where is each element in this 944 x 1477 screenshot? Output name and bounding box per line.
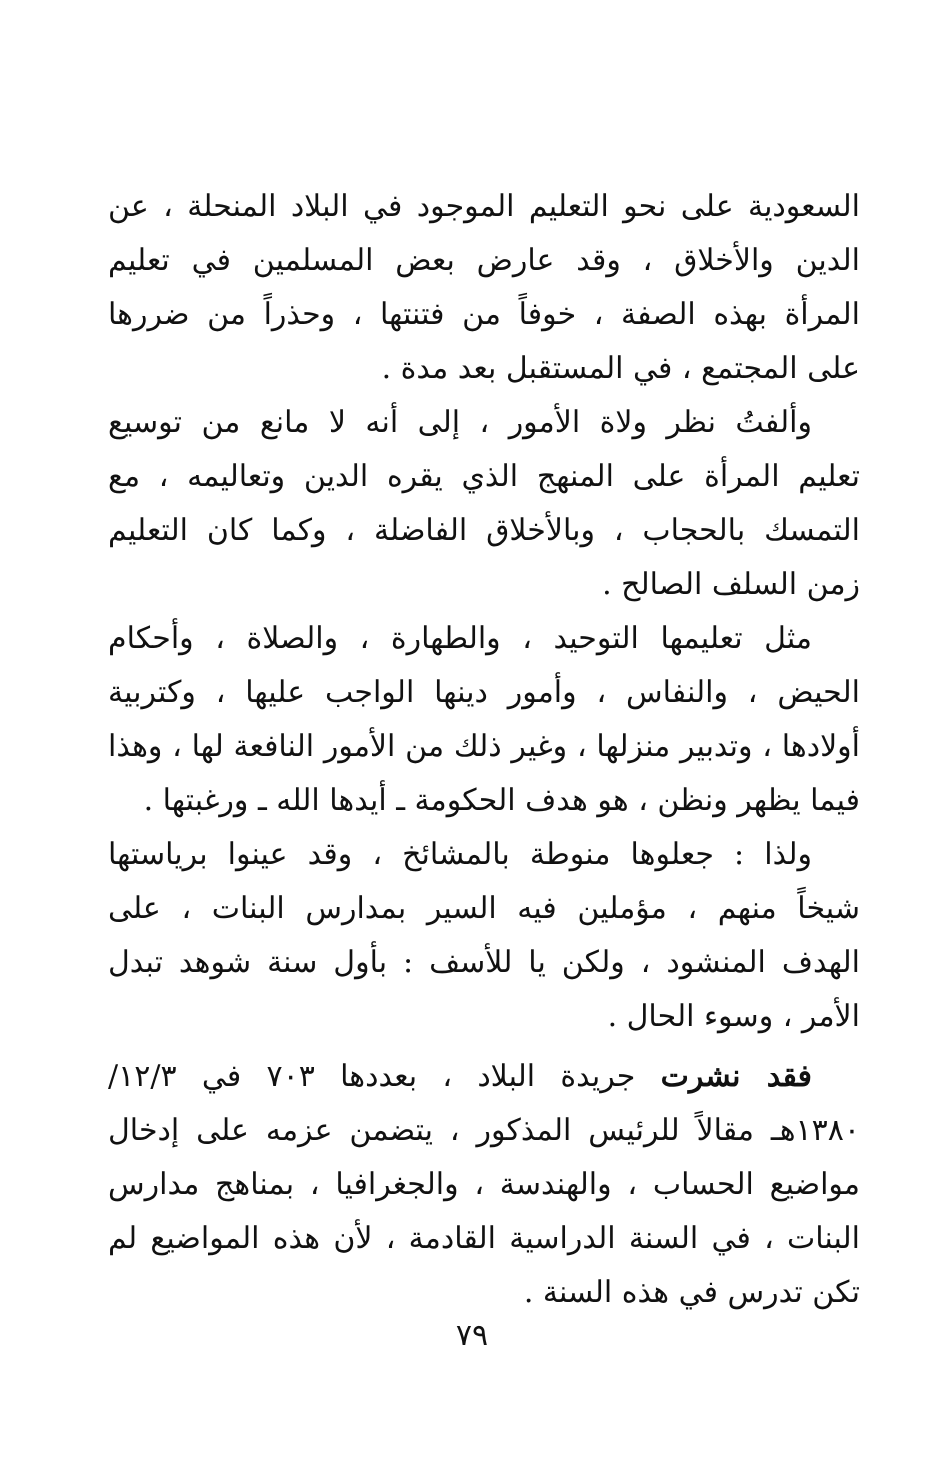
text-line: مثل تعليمها التوحيد ، والطهارة ، والصلاة ، وأحكام	[108, 621, 812, 656]
text-line: تعليم المرأة على المنهج الذي يقره الدين وتعاليمه ، مع	[108, 459, 860, 494]
text-line	[108, 1050, 860, 1104]
page-number: ٧٩	[455, 1318, 489, 1353]
text-line: على المجتمع ، في المستقبل بعد مدة .	[381, 351, 860, 386]
paragraph-1	[108, 180, 860, 396]
text-line: شيخاً منهم ، مؤملين فيه السير بمدارس البنات ، على	[108, 891, 860, 926]
text-line: ١٣٨٠هـ مقالاً للرئيس المذكور ، يتضمن عزمه على إدخال	[108, 1113, 860, 1148]
paragraph-5	[108, 1050, 860, 1320]
paragraph-3	[108, 612, 860, 828]
text-line: المرأة بهذه الصفة ، خوفاً من فتنتها ، وحذراً من ضررها	[108, 297, 860, 332]
text-line: أولادها ، وتدبير منزلها ، وغير ذلك من الأمور النافعة لها ، وهذا	[108, 729, 860, 764]
paragraph-2	[108, 396, 860, 612]
text-line: التمسك بالحجاب ، وبالأخلاق الفاضلة ، وكما كان التعليم	[108, 513, 860, 548]
text-line: زمن السلف الصالح .	[602, 567, 860, 602]
text-line: الحيض ، والنفاس ، وأمور دينها الواجب عليها ، وكتربية	[108, 675, 860, 710]
body-text	[108, 180, 860, 1320]
text-line: البنات ، في السنة الدراسية القادمة ، لأن هذه المواضيع لم	[108, 1221, 860, 1256]
text-line: وألفتُ نظر ولاة الأمور ، إلى أنه لا مانع من توسيع	[108, 405, 812, 440]
text-line: السعودية على نحو التعليم الموجود في البلاد المنحلة ، عن	[108, 189, 860, 224]
text-run: جريدة البلاد ، بعددها ٧٠٣ في ١٢/٣/	[108, 1059, 661, 1094]
text-line: الدين والأخلاق ، وقد عارض بعض المسلمين في تعليم	[108, 243, 860, 278]
text-line: تكن تدرس في هذه السنة .	[523, 1275, 860, 1310]
text-line: الهدف المنشود ، ولكن يا للأسف : بأول سنة شوهد تبدل	[108, 945, 860, 980]
bold-lead-text: فقد نشرت	[660, 1059, 813, 1094]
paragraph-4	[108, 828, 860, 1044]
text-line: ولذا : جعلوها منوطة بالمشائخ ، وقد عينوا برياستها	[108, 837, 812, 872]
text-line: فيما يظهر ونظن ، هو هدف الحكومة ـ أيدها الله ـ ورغبتها .	[143, 783, 860, 818]
text-line: مواضيع الحساب ، والهندسة ، والجغرافيا ، بمناهج مدارس	[108, 1167, 860, 1202]
text-line: الأمر ، وسوء الحال .	[607, 999, 860, 1034]
